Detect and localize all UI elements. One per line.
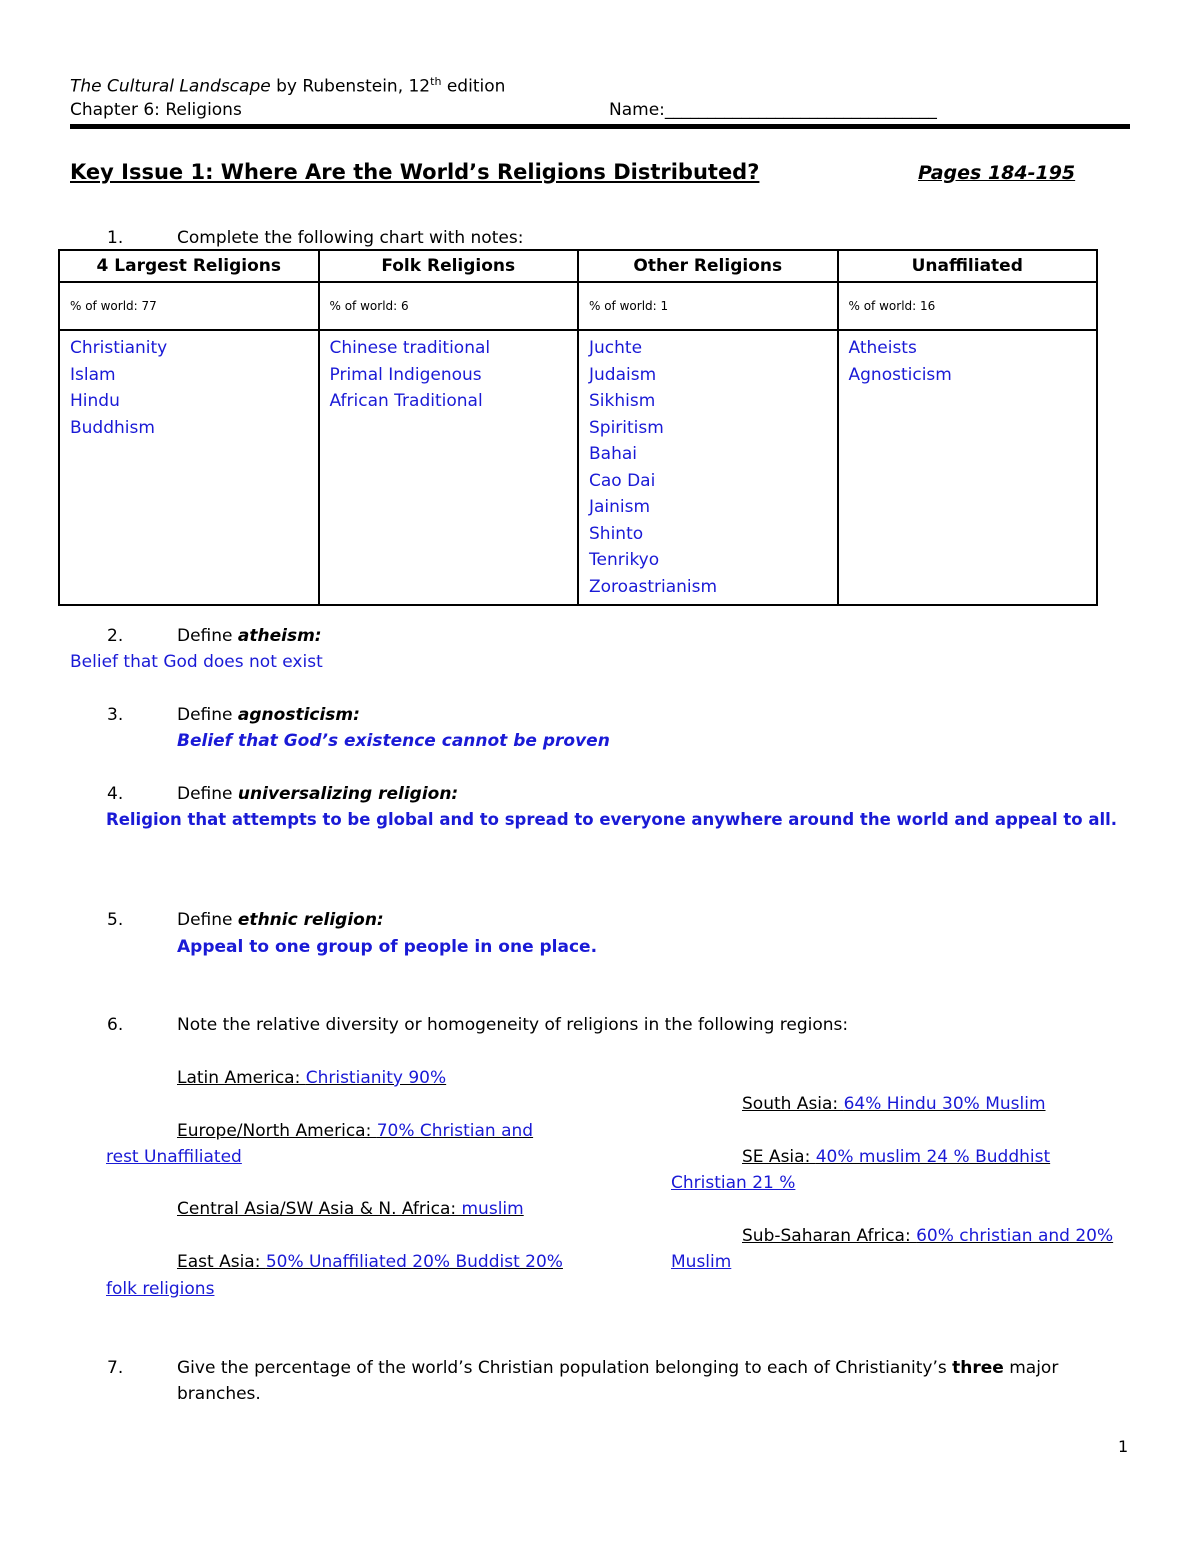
q7-text-bold: three — [952, 1358, 1004, 1378]
percent-cell: % of world: 6 — [319, 282, 579, 330]
q6-number: 6. — [107, 1015, 124, 1035]
chart-header: Unaffiliated — [838, 250, 1098, 282]
q1-number: 1. — [107, 228, 124, 248]
list-item: Christianity — [70, 338, 168, 358]
east-asia-answer[interactable]: 50% Unaffiliated 20% Buddist 20% — [265, 1252, 563, 1272]
key-issue-pages: Pages 184-195 — [918, 162, 1076, 184]
se-asia-row — [742, 1148, 1050, 1167]
q4-answer[interactable]: Religion that attempts to be global and to spread to everyone anywhere around the world and appeal to all. — [106, 810, 1118, 829]
europe-answer-cont[interactable]: rest Unaffiliated — [106, 1147, 242, 1167]
chart-header: 4 Largest Religions — [59, 250, 319, 282]
q3-answer[interactable]: Belief that God’s existence cannot be proven — [177, 731, 610, 751]
list-item: Primal Indigenous — [329, 364, 482, 385]
key-issue-title: Key Issue 1: Where Are the World’s Religions Distributed? — [70, 160, 760, 184]
q3-prompt — [177, 706, 360, 725]
chart-header: Folk Religions — [319, 250, 579, 282]
central-asia-answer[interactable]: muslim — [461, 1199, 524, 1219]
list-item: Agnosticism — [848, 364, 952, 385]
q7-prompt-cont: branches. — [177, 1384, 261, 1404]
ssa-answer-cont[interactable]: Muslim — [671, 1252, 732, 1272]
latin-america-row — [177, 1069, 446, 1088]
list-item: Cao Dai — [589, 470, 656, 491]
q1-prompt: Complete the following chart with notes: — [177, 228, 524, 248]
chapter-title: Chapter 6: Religions — [70, 100, 242, 120]
central-asia-label: Central Asia/SW Asia & N. Africa: — [177, 1199, 462, 1219]
east-asia-label: East Asia: — [177, 1252, 266, 1272]
south-asia-label: South Asia: — [742, 1094, 844, 1114]
q5-term: ethnic religion: — [237, 910, 384, 930]
name-label: Name: — [609, 100, 665, 120]
latin-america-label: Latin America: — [177, 1068, 306, 1088]
ssa-row — [742, 1227, 1113, 1246]
list-item: Atheists — [848, 338, 917, 358]
list-item: Spiritism — [589, 417, 664, 438]
chart-header: Other Religions — [578, 250, 838, 282]
chart-header-row — [59, 250, 1097, 282]
chart-percent-row — [59, 282, 1097, 330]
percent-cell: % of world: 77 — [59, 282, 319, 330]
q7-prompt — [177, 1359, 1058, 1378]
ssa-label: Sub-Saharan Africa: — [742, 1226, 917, 1246]
list-item: Bahai — [589, 444, 637, 464]
q2-number: 2. — [107, 626, 124, 646]
religions-chart — [58, 249, 1098, 606]
q7-text-1: Give the percentage of the world’s Christian population belonging to each of Christianity’s — [177, 1358, 953, 1378]
book-citation — [70, 76, 505, 96]
percent-cell: % of world: 16 — [838, 282, 1098, 330]
list-item: Buddhism — [70, 417, 155, 438]
q3-prefix: Define — [177, 705, 238, 725]
south-asia-answer[interactable]: 64% Hindu 30% Muslim — [843, 1094, 1046, 1114]
header-rule — [70, 124, 1130, 129]
list-item: Jainism — [589, 497, 651, 517]
list-item: Juchte — [589, 338, 643, 358]
list-item: Tenrikyo — [589, 550, 660, 570]
q3-number: 3. — [107, 705, 124, 725]
q4-term: universalizing religion: — [237, 784, 459, 804]
south-asia-row — [742, 1095, 1046, 1114]
notes-cell-other[interactable] — [578, 330, 838, 605]
page-number: 1 — [1118, 1437, 1129, 1456]
ssa-answer[interactable]: 60% christian and 20% — [916, 1226, 1114, 1246]
q5-prefix: Define — [177, 910, 238, 930]
q4-prompt — [177, 785, 458, 804]
book-author: by Rubenstein, 12 — [270, 76, 431, 97]
book-edition: edition — [441, 76, 506, 97]
q3-term: agnosticism: — [237, 705, 360, 725]
chart-notes-row — [59, 330, 1097, 605]
q2-prefix: Define — [177, 626, 238, 646]
notes-cell-largest[interactable] — [59, 330, 319, 605]
latin-america-answer[interactable]: Christianity 90% — [305, 1068, 447, 1088]
list-item: Shinto — [589, 523, 644, 544]
europe-answer[interactable]: 70% Christian and — [376, 1121, 534, 1141]
list-item: African Traditional — [329, 391, 483, 411]
q4-number: 4. — [107, 784, 124, 804]
central-asia-row — [177, 1200, 524, 1219]
q7-number: 7. — [107, 1358, 124, 1378]
q2-answer[interactable]: Belief that God does not exist — [70, 652, 323, 672]
east-asia-row — [177, 1253, 563, 1272]
q5-number: 5. — [107, 910, 124, 930]
percent-cell: % of world: 1 — [578, 282, 838, 330]
east-asia-answer-cont[interactable]: folk religions — [106, 1279, 215, 1299]
q2-term: atheism: — [237, 626, 322, 646]
notes-cell-unaffiliated[interactable] — [838, 330, 1098, 605]
q5-answer[interactable]: Appeal to one group of people in one place. — [177, 937, 598, 957]
se-asia-label: SE Asia: — [742, 1147, 816, 1167]
book-title: The Cultural Landscape — [70, 76, 271, 97]
europe-label: Europe/North America: — [177, 1121, 377, 1141]
list-item: Sikhism — [589, 391, 656, 411]
list-item: Chinese traditional — [329, 338, 491, 358]
name-field[interactable] — [609, 101, 937, 120]
se-asia-answer-cont[interactable]: Christian 21 % — [671, 1173, 796, 1193]
list-item: Hindu — [70, 391, 120, 411]
q4-prefix: Define — [177, 784, 238, 804]
notes-cell-folk[interactable] — [319, 330, 579, 605]
q2-prompt — [177, 627, 322, 646]
q6-prompt: Note the relative diversity or homogeneity of religions in the following regions: — [177, 1015, 849, 1035]
list-item: Islam — [70, 364, 116, 385]
europe-row — [177, 1122, 533, 1141]
name-blank[interactable]: ________________________________ — [664, 100, 937, 120]
edition-superscript: th — [430, 75, 442, 88]
q7-text-2: major — [1003, 1358, 1059, 1378]
q5-prompt — [177, 911, 384, 930]
list-item: Judaism — [589, 364, 657, 385]
list-item: Zoroastrianism — [589, 576, 718, 597]
se-asia-answer[interactable]: 40% muslim 24 % Buddhist — [815, 1147, 1051, 1167]
